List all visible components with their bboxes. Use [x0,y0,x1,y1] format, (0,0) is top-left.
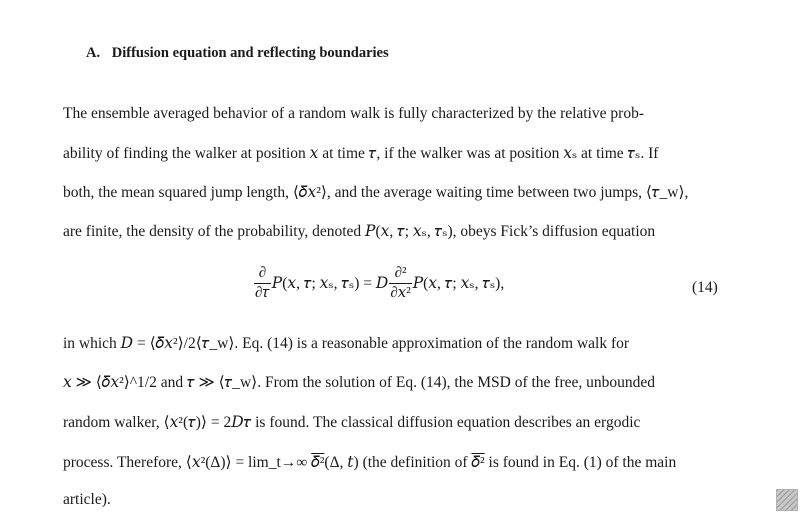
paragraph1-line4: are finite, the density of the probability, denoted 𝑃(𝑥, 𝜏; 𝑥ₛ, 𝜏ₛ), obeys Fick’s diffusion equation [63,223,656,240]
equation-body [254,265,504,302]
frac-denominator: ∂𝜏 [255,285,270,301]
section-heading [86,45,389,62]
paragraph2-line3: random walker, ⟨𝑥²(𝜏)⟩ = 2𝐷𝜏 is found. The classical diffusion equation describes an ergodic [63,414,641,431]
frac-bar [389,283,411,284]
line4-part-e: is found in Eq. (1) of the main [484,454,677,471]
frac-denominator: ∂𝑥² [390,285,411,301]
equation-14 [0,262,800,312]
delta2-overline: 𝛿² [311,454,325,471]
line4-part-a: process. Therefore, ⟨𝑥²(Δ)⟩ = lim_t→∞ [63,454,312,471]
paragraph1-line1: The ensemble averaged behavior of a random walk is fully characterized by the relative prob- [63,105,644,122]
paragraph1-line2: ability of finding the walker at position 𝑥 at time 𝜏, if the walker was at position 𝑥ₛ at time 𝜏ₛ. If [63,145,659,162]
section-title-text: Diffusion equation and reflecting boundaries [111,45,389,61]
equation-rhs-function: 𝑃(𝑥, 𝜏; 𝑥ₛ, 𝜏ₛ), [412,275,505,292]
frac-numerator: ∂² [394,265,407,281]
section-number: A. [86,45,101,61]
paragraph2-line5: article). [63,491,111,508]
delta2-overline-ref: 𝛿² [471,454,485,471]
partial-x2-fraction [389,265,411,302]
equation-lhs-function: 𝑃(𝑥, 𝜏; 𝑥ₛ, 𝜏ₛ) = 𝐷 [271,275,389,292]
partial-tau-fraction [254,265,271,302]
line4-part-c: (Δ, 𝑡) (the definition of [324,454,472,471]
equation-number: (14) [692,279,718,296]
paragraph1-line3: both, the mean squared jump length, ⟨𝛿𝑥²⟩, and the average waiting time between two jumps, ⟨𝜏_w⟩, [63,184,689,201]
paragraph2-line4 [63,453,676,473]
frac-bar [254,283,271,284]
frac-numerator: ∂ [258,265,267,281]
paragraph2-line1: in which 𝐷 = ⟨𝛿𝑥²⟩/2⟨𝜏_w⟩. Eq. (14) is a reasonable approximation of the random walk for [63,335,630,352]
paragraph2-line2: 𝑥 ≫ ⟨𝛿𝑥²⟩^1/2 and 𝜏 ≫ ⟨𝜏_w⟩. From the solution of Eq. (14), the MSD of the free, unbounded [63,374,656,391]
resize-grip-icon[interactable] [776,489,798,511]
